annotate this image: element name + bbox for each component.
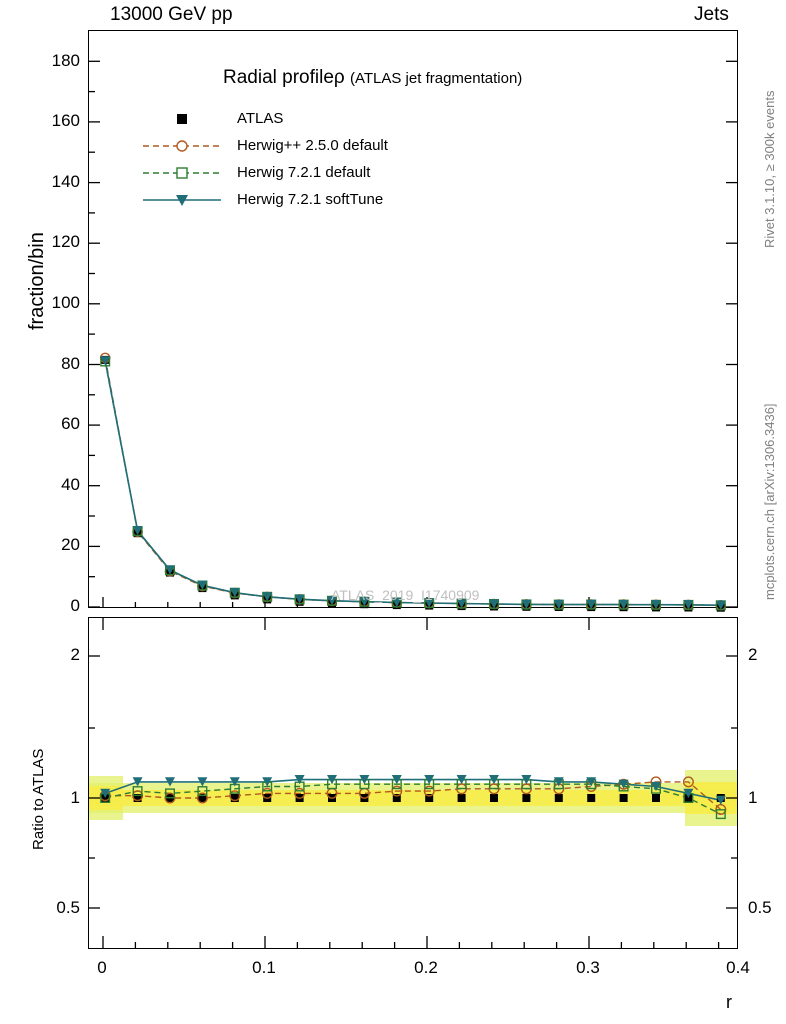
main-ytick-20: 20 — [61, 535, 80, 554]
series-herwigpp-markers — [101, 353, 726, 610]
legend-marker-square-open-icon — [141, 163, 227, 183]
header-analysis-label: Jets — [694, 4, 729, 25]
legend-label-atlas: ATLAS — [237, 110, 284, 127]
main-ytick-160: 160 — [51, 111, 80, 130]
main-ytick-60: 60 — [61, 414, 80, 433]
legend-marker-square-filled-icon — [141, 109, 227, 129]
main-ytick-140: 140 — [51, 172, 80, 191]
series-herwig721-softtune-line — [105, 361, 721, 605]
plot-title-sub: (ATLAS jet fragmentation) — [349, 70, 523, 87]
plot-title-main: Radial profileρ — [223, 67, 345, 88]
series-herwigpp-line — [105, 358, 721, 605]
main-y-axis-label: fraction/bin — [26, 232, 48, 330]
ratio-ytick-0p5-right: 0.5 — [748, 898, 772, 917]
ratio-ytick-2-left: 2 — [70, 645, 80, 664]
ratio-ytick-1-left: 1 — [70, 788, 80, 807]
xtick-0: 0 — [97, 958, 107, 977]
ratio-plot-frame — [88, 617, 738, 949]
series-herwig721-default-markers — [101, 357, 725, 609]
series-herwig721-default-line — [105, 362, 721, 606]
rivet-version-note: Rivet 3.1.10, ≥ 300k events — [762, 90, 777, 248]
xtick-0p3: 0.3 — [576, 958, 600, 977]
legend-marker-triangle-down-icon — [141, 190, 227, 210]
xtick-0p1: 0.1 — [252, 958, 276, 977]
main-ytick-0: 0 — [70, 596, 80, 615]
header-beam-label: 13000 GeV pp — [110, 4, 233, 25]
legend-marker-circle-open-icon — [141, 136, 227, 156]
ratio-ytick-2-right: 2 — [748, 645, 758, 664]
legend-label-herwigpp: Herwig++ 2.5.0 default — [237, 137, 388, 154]
legend-label-herwig721-default: Herwig 7.2.1 default — [237, 164, 371, 181]
main-ytick-120: 120 — [51, 232, 80, 251]
xtick-0p2: 0.2 — [414, 958, 438, 977]
analysis-watermark: ATLAS_2019_I1740909 — [331, 587, 480, 603]
legend-label-herwig721-softtune: Herwig 7.2.1 softTune — [237, 191, 384, 208]
ratio-ytick-0p5-left: 0.5 — [56, 898, 80, 917]
main-ytick-40: 40 — [61, 475, 80, 494]
plot-title — [223, 67, 522, 89]
main-plot-frame — [88, 30, 738, 608]
series-herwig721-softtune-markers — [100, 356, 726, 610]
series-atlas-markers — [101, 356, 725, 612]
main-ytick-80: 80 — [61, 354, 80, 373]
mcplots-note: mcplots.cern.ch [arXiv:1306.3436] — [762, 403, 777, 600]
main-ytick-100: 100 — [51, 293, 80, 312]
ratio-y-axis-label: Ratio to ATLAS — [30, 748, 47, 850]
ratio-ytick-1-right: 1 — [748, 788, 758, 807]
xtick-0p4: 0.4 — [726, 958, 750, 977]
x-axis-label: r — [726, 992, 732, 1012]
main-ytick-180: 180 — [51, 51, 80, 70]
ratio-plot-canvas — [89, 618, 737, 948]
